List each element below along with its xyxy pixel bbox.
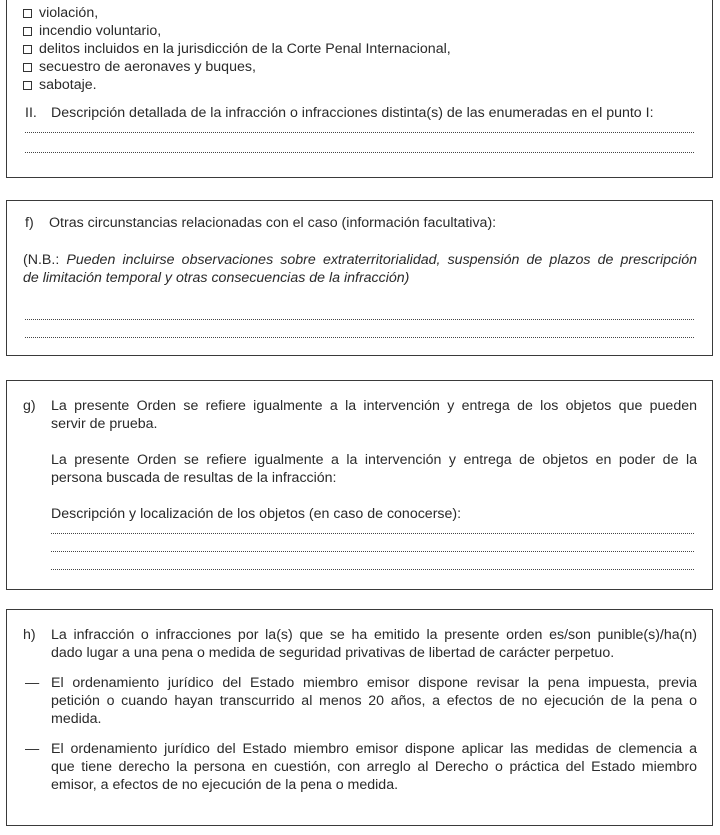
note-prefix: (N.B.: xyxy=(23,252,67,268)
section-g-para2-line-2: persona buscada de resultas de la infracción: xyxy=(51,470,337,486)
checkbox-item-secuestro[interactable] xyxy=(23,58,256,76)
item2-line-1: El ordenamiento jurídico del Estado miembro emisor dispone aplicar las medidas de clemencia a xyxy=(51,741,697,757)
checkbox-label: sabotaje. xyxy=(39,77,97,93)
note-text: Pueden incluirse observaciones sobre extraterritorialidad, suspensión de plazos de prescripción xyxy=(66,252,698,268)
checkbox[interactable] xyxy=(23,63,32,72)
checkbox-item-corte-penal[interactable] xyxy=(23,40,451,58)
section-e-box xyxy=(6,0,713,178)
section-f-note-line-2: de limitación temporal y otras consecuencias de la infracción) xyxy=(23,270,410,286)
dotted-line[interactable] xyxy=(51,527,694,535)
item1-line-2: petición o cuando hayan transcurrido al menos 20 años, a efectos de no ejecución de la pena o xyxy=(51,693,697,709)
dotted-line[interactable] xyxy=(51,563,694,571)
checkbox[interactable] xyxy=(23,81,32,90)
section-letter: g) xyxy=(23,398,36,414)
checkbox-item-sabotaje[interactable] xyxy=(23,76,97,94)
dash-bullet: — xyxy=(25,741,40,757)
section-h-intro-line-1: La infracción o infracciones por la(s) que se ha emitido la presente orden es/son punible(s)/ha(n) xyxy=(51,627,697,643)
section-g-para1-line-1: La presente Orden se refiere igualmente a la intervención y entrega de los objetos que pueden xyxy=(51,398,697,414)
checkbox-item-incendio[interactable] xyxy=(23,22,161,40)
dotted-line[interactable] xyxy=(25,146,694,154)
section-letter: f) xyxy=(25,215,34,231)
section-f-box xyxy=(6,200,713,356)
section-h-box xyxy=(6,609,713,826)
section-g-box xyxy=(6,380,713,590)
checkbox-item-violacion[interactable] xyxy=(23,4,98,22)
dotted-line[interactable] xyxy=(51,545,694,553)
item2-line-2: que tiene derecho la persona en cuestión, con arreglo al Derecho o práctica del Estado miembro xyxy=(51,759,697,775)
objects-label: Descripción y localización de los objetos (en caso de conocerse): xyxy=(51,506,462,522)
checkbox-label: incendio voluntario, xyxy=(39,23,162,39)
dotted-line[interactable] xyxy=(25,126,694,134)
point-ii-number: II. xyxy=(25,105,37,121)
item1-line-3: medida. xyxy=(51,711,102,727)
checkbox-label: violación, xyxy=(39,5,99,21)
dotted-line[interactable] xyxy=(25,313,694,321)
item2-line-3: emisor, a efectos de no ejecución de la pena o medida. xyxy=(51,777,399,793)
section-h-intro-line-2: dado lugar a una pena o medida de seguridad privativas de libertad de carácter perpetuo. xyxy=(51,645,615,661)
point-ii-text: Descripción detallada de la infracción o infracciones distinta(s) de las enumeradas en el punto I: xyxy=(51,105,654,121)
checkbox[interactable] xyxy=(23,9,32,18)
dash-bullet: — xyxy=(25,675,40,691)
section-g-para1-line-2: servir de prueba. xyxy=(51,416,158,432)
section-g-para2-line-1: La presente Orden se refiere igualmente a la intervención y entrega de objetos en poder de la xyxy=(51,452,697,468)
section-f-title: Otras circunstancias relacionadas con el caso (información facultativa): xyxy=(49,215,497,231)
checkbox-label: secuestro de aeronaves y buques, xyxy=(39,59,256,75)
dotted-line[interactable] xyxy=(25,331,694,339)
section-letter: h) xyxy=(23,627,36,643)
checkbox-label: delitos incluidos en la jurisdicción de la Corte Penal Internacional, xyxy=(39,41,451,57)
item1-line-1: El ordenamiento jurídico del Estado miembro emisor dispone revisar la pena impuesta, previa xyxy=(51,675,697,691)
checkbox[interactable] xyxy=(23,27,32,36)
section-f-note-line-1 xyxy=(23,251,697,269)
checkbox[interactable] xyxy=(23,45,32,54)
